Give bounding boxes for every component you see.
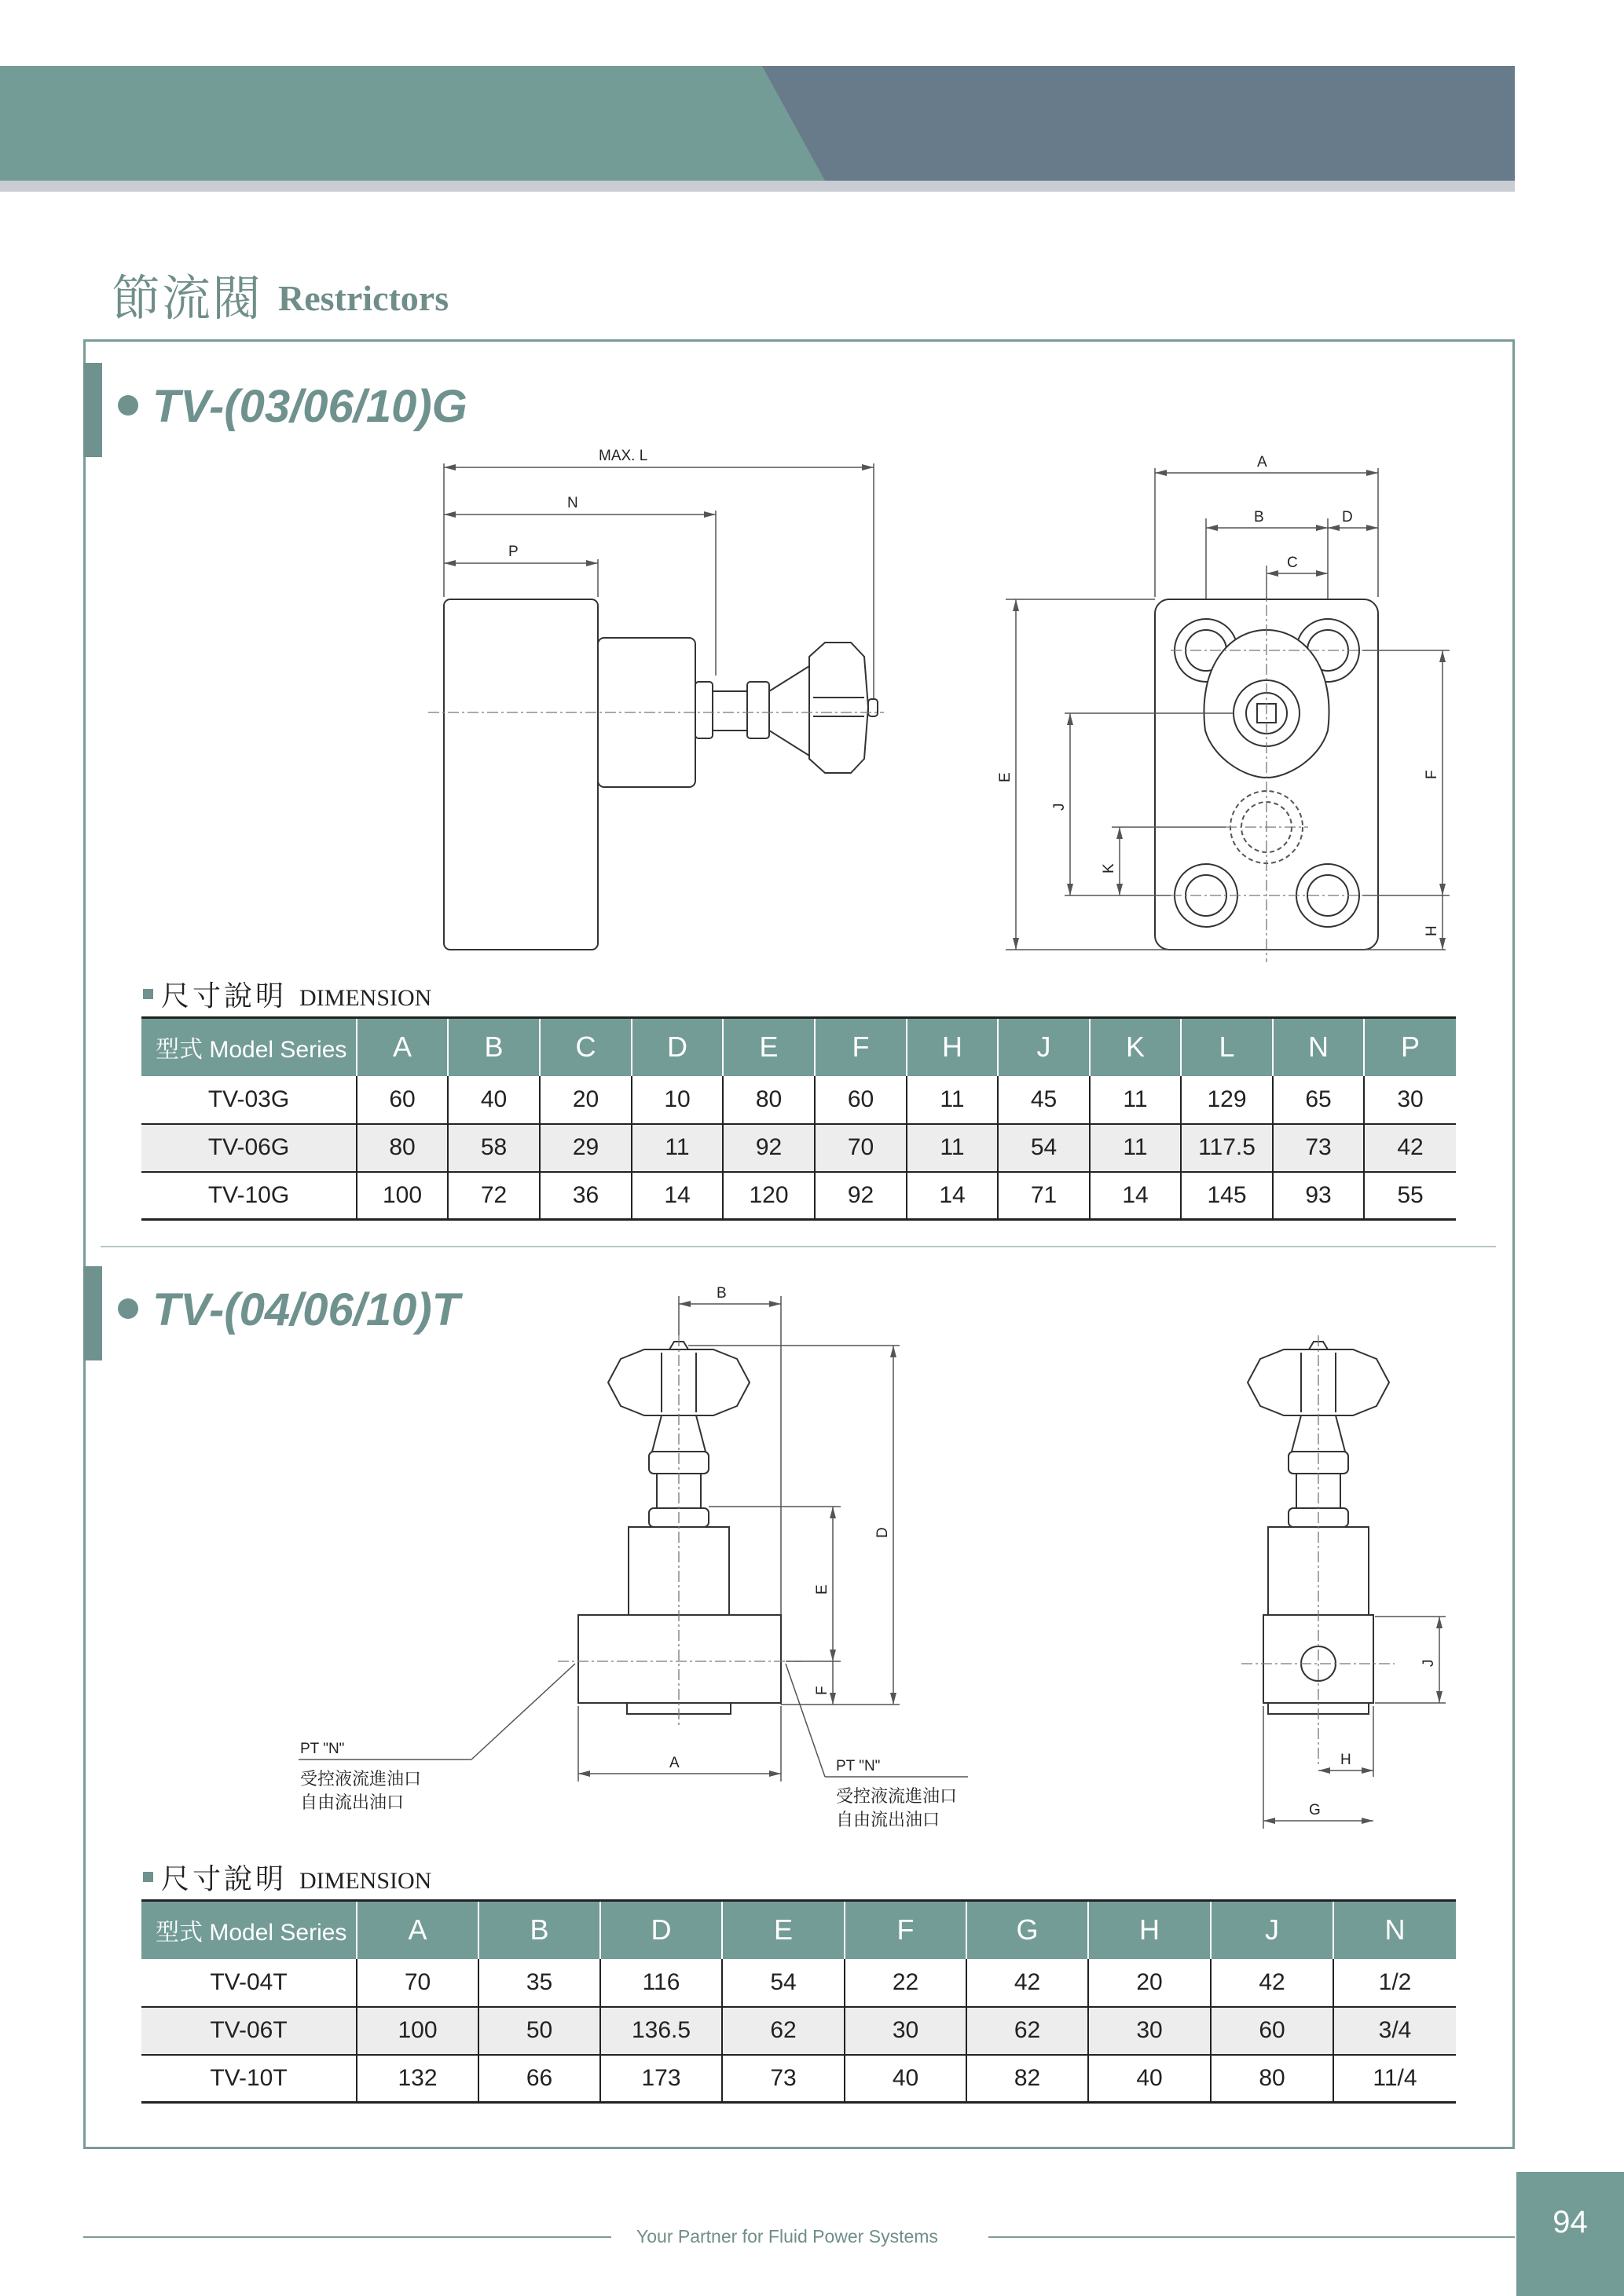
label-e-t: E xyxy=(814,1584,830,1595)
value-cell: 55 xyxy=(1364,1172,1456,1220)
page-number: 94 xyxy=(1516,2172,1624,2296)
port-left-pt: PT "N" xyxy=(300,1741,345,1757)
model-cell: TV-06T xyxy=(141,2007,357,2055)
port-left-line1: 受控液流進油口 xyxy=(300,1770,422,1789)
value-cell: 42 xyxy=(1211,1959,1333,2007)
value-cell: 92 xyxy=(815,1172,907,1220)
header-cn: 型式 xyxy=(156,1920,203,1946)
label-max-l: MAX. L xyxy=(599,448,648,464)
label-d-front: D xyxy=(1342,509,1353,525)
value-cell: 30 xyxy=(1088,2007,1211,2055)
value-cell: 73 xyxy=(1273,1124,1364,1172)
label-p: P xyxy=(508,544,519,560)
col-header: D xyxy=(632,1018,723,1076)
col-header: N xyxy=(1333,1901,1456,1959)
col-header: J xyxy=(998,1018,1090,1076)
value-cell: 11 xyxy=(907,1076,998,1124)
value-cell: 100 xyxy=(357,1172,448,1220)
table-row xyxy=(141,2007,1456,2055)
model-series-header xyxy=(141,1901,357,1959)
col-header: F xyxy=(845,1901,966,1959)
value-cell: 14 xyxy=(632,1172,723,1220)
label-h-front: H xyxy=(1424,925,1440,936)
label-f-t: F xyxy=(814,1686,830,1695)
value-cell: 72 xyxy=(448,1172,540,1220)
col-header: D xyxy=(600,1901,722,1959)
value-cell: 11 xyxy=(907,1124,998,1172)
model-cell: TV-06G xyxy=(141,1124,357,1172)
value-cell: 58 xyxy=(448,1124,540,1172)
col-header: H xyxy=(907,1018,998,1076)
header-en: Model Series xyxy=(209,1037,347,1064)
col-header: P xyxy=(1364,1018,1456,1076)
value-cell: 40 xyxy=(1088,2055,1211,2103)
header-en: Model Series xyxy=(209,1920,347,1946)
col-header: A xyxy=(357,1901,478,1959)
col-header: E xyxy=(723,1018,815,1076)
value-cell: 40 xyxy=(448,1076,540,1124)
dimension-label-en: DIMENSION xyxy=(299,985,432,1011)
value-cell: 20 xyxy=(540,1076,632,1124)
value-cell: 11 xyxy=(632,1124,723,1172)
value-cell: 145 xyxy=(1181,1172,1273,1220)
value-cell: 66 xyxy=(478,2055,600,2103)
label-f-front: F xyxy=(1424,770,1440,779)
value-cell: 92 xyxy=(723,1124,815,1172)
value-cell: 62 xyxy=(966,2007,1088,2055)
table-row xyxy=(141,2055,1456,2103)
value-cell: 14 xyxy=(1090,1172,1181,1220)
value-cell: 132 xyxy=(357,2055,478,2103)
value-cell: 60 xyxy=(815,1076,907,1124)
label-b-t: B xyxy=(717,1285,727,1302)
label-e-front: E xyxy=(997,772,1014,782)
value-cell: 73 xyxy=(722,2055,845,2103)
col-header: B xyxy=(448,1018,540,1076)
section1-title-text: TV-(03/06/10)G xyxy=(152,381,467,432)
value-cell: 93 xyxy=(1273,1172,1364,1220)
value-cell: 80 xyxy=(723,1076,815,1124)
col-header: F xyxy=(815,1018,907,1076)
col-header: J xyxy=(1211,1901,1333,1959)
value-cell: 22 xyxy=(845,1959,966,2007)
header-cn: 型式 xyxy=(156,1037,203,1064)
value-cell: 54 xyxy=(722,1959,845,2007)
label-d-t: D xyxy=(874,1527,891,1538)
value-cell: 117.5 xyxy=(1181,1124,1273,1172)
label-h-t: H xyxy=(1340,1752,1351,1768)
value-cell: 62 xyxy=(722,2007,845,2055)
value-cell: 60 xyxy=(1211,2007,1333,2055)
value-cell: 11/4 xyxy=(1333,2055,1456,2103)
value-cell: 80 xyxy=(357,1124,448,1172)
col-header: H xyxy=(1088,1901,1211,1959)
table-header-row xyxy=(141,1901,1456,1959)
value-cell: 116 xyxy=(600,1959,722,2007)
model-cell: TV-03G xyxy=(141,1076,357,1124)
col-header: L xyxy=(1181,1018,1273,1076)
value-cell: 129 xyxy=(1181,1076,1273,1124)
label-g-t: G xyxy=(1309,1802,1321,1818)
section2-dimension-table xyxy=(141,1899,1456,2104)
footer-rule-left xyxy=(83,2236,611,2238)
model-cell: TV-10T xyxy=(141,2055,357,2103)
value-cell: 30 xyxy=(1364,1076,1456,1124)
port-right-line2: 自由流出油口 xyxy=(836,1811,940,1830)
port-right-line1: 受控液流進油口 xyxy=(836,1787,958,1807)
section2-dimension-label xyxy=(143,1857,431,1897)
page-title-cn: 節流閥 xyxy=(112,269,263,327)
label-k-front: K xyxy=(1101,863,1117,873)
col-header: C xyxy=(540,1018,632,1076)
col-header: G xyxy=(966,1901,1088,1959)
value-cell: 3/4 xyxy=(1333,2007,1456,2055)
value-cell: 14 xyxy=(907,1172,998,1220)
value-cell: 29 xyxy=(540,1124,632,1172)
table-row xyxy=(141,1959,1456,2007)
col-header: N xyxy=(1273,1018,1364,1076)
footer-tagline: Your Partner for Fluid Power Systems xyxy=(636,2226,938,2247)
col-header: K xyxy=(1090,1018,1181,1076)
section2-title-text: TV-(04/06/10)T xyxy=(152,1284,460,1335)
value-cell: 71 xyxy=(998,1172,1090,1220)
model-cell: TV-10G xyxy=(141,1172,357,1220)
value-cell: 1/2 xyxy=(1333,1959,1456,2007)
model-cell: TV-04T xyxy=(141,1959,357,2007)
port-left-line2: 自由流出油口 xyxy=(300,1793,405,1813)
label-b-front: B xyxy=(1254,509,1264,525)
label-a-front: A xyxy=(1257,454,1267,471)
value-cell: 36 xyxy=(540,1172,632,1220)
value-cell: 42 xyxy=(1364,1124,1456,1172)
value-cell: 173 xyxy=(600,2055,722,2103)
square-bullet-icon xyxy=(143,1872,153,1882)
label-j-t: J xyxy=(1421,1659,1437,1667)
value-cell: 30 xyxy=(845,2007,966,2055)
value-cell: 82 xyxy=(966,2055,1088,2103)
value-cell: 54 xyxy=(998,1124,1090,1172)
value-cell: 70 xyxy=(815,1124,907,1172)
value-cell: 45 xyxy=(998,1076,1090,1124)
value-cell: 40 xyxy=(845,2055,966,2103)
value-cell: 65 xyxy=(1273,1076,1364,1124)
label-a-t: A xyxy=(669,1755,680,1771)
page-title-en: Restrictors xyxy=(278,278,449,318)
value-cell: 35 xyxy=(478,1959,600,2007)
dimension-label-cn: 尺寸說明 xyxy=(161,1863,288,1895)
value-cell: 70 xyxy=(357,1959,478,2007)
port-right-pt: PT "N" xyxy=(836,1758,881,1774)
value-cell: 80 xyxy=(1211,2055,1333,2103)
value-cell: 120 xyxy=(723,1172,815,1220)
value-cell: 11 xyxy=(1090,1076,1181,1124)
label-c-front: C xyxy=(1287,555,1298,571)
dimension-label-en: DIMENSION xyxy=(299,1868,432,1894)
col-header: B xyxy=(478,1901,600,1959)
col-header: A xyxy=(357,1018,448,1076)
value-cell: 20 xyxy=(1088,1959,1211,2007)
value-cell: 136.5 xyxy=(600,2007,722,2055)
dimension-label-cn: 尺寸說明 xyxy=(161,980,288,1013)
value-cell: 42 xyxy=(966,1959,1088,2007)
col-header: E xyxy=(722,1901,845,1959)
value-cell: 11 xyxy=(1090,1124,1181,1172)
value-cell: 60 xyxy=(357,1076,448,1124)
value-cell: 100 xyxy=(357,2007,478,2055)
label-j-front: J xyxy=(1051,803,1068,811)
footer-rule-right xyxy=(988,2236,1515,2238)
value-cell: 10 xyxy=(632,1076,723,1124)
label-n: N xyxy=(567,495,578,511)
value-cell: 50 xyxy=(478,2007,600,2055)
